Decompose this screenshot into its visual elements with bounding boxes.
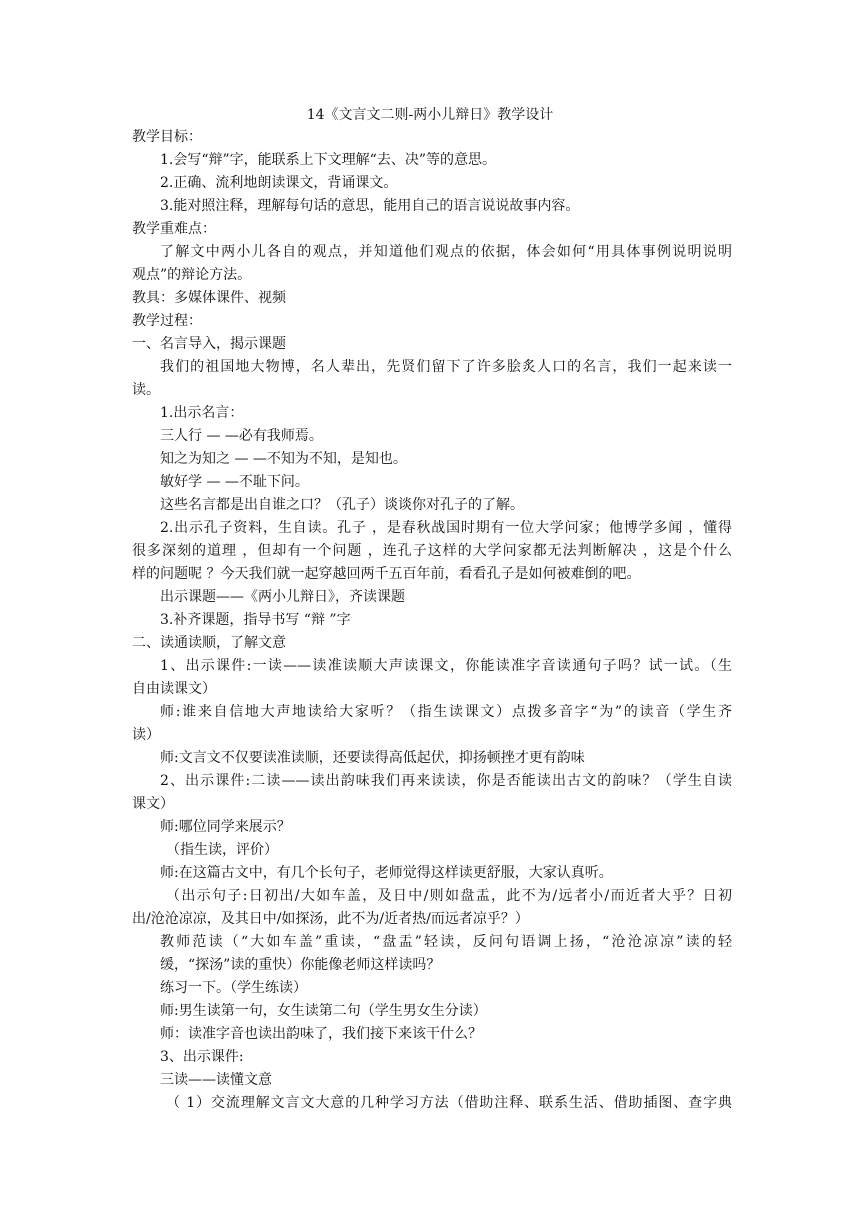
paragraph-line: 出示课题——《两小儿辩日》，齐读课题 (160, 589, 405, 605)
paragraph-line: 1.会写“辩”字，能联系上下文理解“去、决”等的意思。 (160, 152, 496, 168)
paragraph-line: 2.出示孔子资料，生自读。孔子 ，是春秋战国时期有一位大学问家；他博学多闻 ，懂得 (160, 520, 732, 536)
section-heading: 教学目标： (132, 129, 202, 145)
paragraph-line: 教师范读（“大如车盖”重读，“盘盂”轻读，反问句语调上扬，“沧沧凉凉”读的轻 (160, 934, 732, 950)
paragraph-line: 2.正确、流利地朗读课文，背诵课文。 (160, 175, 398, 191)
paragraph-line: 很多深刻的道理 ，但却有一个问题 ，连孔子这样的大学问家都无法判断解决 ，这是个什么 (132, 543, 732, 559)
paragraph-line: 了解文中两小儿各自的观点，并知道他们观点的依据，体会如何“用具体事例说明说明 (160, 244, 732, 260)
paragraph-line: 缓，“探汤”读的重快）你能像老师这样读吗？ (160, 957, 441, 973)
section-heading: 教学重难点： (132, 221, 216, 237)
paragraph-line: 我们的祖国地大物博，名人辈出，先贤们留下了许多脍炙人口的名言，我们一起来读一 (160, 359, 732, 375)
paragraph-line: 1、出示课件:一读——读准读顺大声读课文，你能读准字音读通句子吗？试一试。（生 (160, 658, 732, 674)
section-heading: 教学过程： (132, 313, 202, 329)
paragraph-line: 师:谁来自信地大声地读给大家听？（指生读课文）点拨多音字“为”的读音（学生齐 (160, 704, 732, 720)
paragraph-line: 1.出示名言： (160, 405, 244, 421)
paragraph-line: 师:哪位同学来展示？ (160, 819, 291, 835)
paragraph-line: 3.补齐课题，指导书写 “辩 ”字 (160, 612, 351, 628)
paragraph-line: 师:在这篇古文中，有几个长句子，老师觉得这样读更舒服，大家认真听。 (160, 865, 613, 881)
paragraph-line: 这些名言都是出自谁之口？（孔子）谈谈你对孔子的了解。 (160, 497, 524, 513)
section-heading: 一、名言导入，揭示课题 (132, 336, 286, 352)
quote-line: 三人行 — —必有我师焉。 (160, 428, 323, 444)
paragraph-line: 观点”的辩论方法。 (132, 267, 252, 283)
paragraph-line: 读。 (132, 382, 160, 398)
paragraph-line: 师：读准字音也读出韵味了，我们接下来该干什么？ (160, 1026, 482, 1042)
paragraph-line: 读） (132, 727, 160, 743)
paragraph-line: 三读——读懂文意 (160, 1072, 272, 1088)
paragraph-line: 师:文言文不仅要读准读顺，还要读得高低起伏，抑扬顿挫才更有韵味 (160, 750, 585, 766)
paragraph-line: 2、出示课件:二读——读出韵味我们再来读读，你是否能读出古文的韵味？（学生自读 (160, 773, 732, 789)
paragraph-line: 课文） (132, 796, 174, 812)
paragraph-line: （ 1）交流理解文言文大意的几种学习方法（借助注释、联系生活、借助插图、查字典 (166, 1095, 732, 1111)
paragraph-line: 3.能对照注释，理解每句话的意思，能用自己的语言说说故事内容。 (160, 198, 580, 214)
paragraph-line: 3、出示课件: (160, 1049, 244, 1065)
page-title: 14《文言文二则-两小儿辩日》教学设计 (306, 107, 554, 123)
paragraph-line: 练习一下。（学生练读） (160, 980, 307, 996)
paragraph-line: 自由读课文） (132, 681, 216, 697)
paragraph-line: 师:男生读第一句，女生读第二句（学生男女生分读） (160, 1003, 487, 1019)
quote-line: 知之为知之 — —不知为不知，是知也。 (160, 451, 407, 467)
paragraph-line: 出/沧沧凉凉，及其日中/如探汤，此不为/近者热/而远者凉乎？） (132, 911, 529, 927)
paragraph-line: （指生读，评价） (166, 842, 278, 858)
quote-line: 敏好学 — —不耻下问。 (160, 474, 309, 490)
paragraph-line: 样的问题呢 ？今天我们就一起穿越回两千五百年前，看看孔子是如何被难倒的吧。 (132, 566, 641, 582)
paragraph-line: （出示句子:日初出/大如车盖，及日中/则如盘盂，此不为/远者小/而近者大乎？日初 (166, 888, 732, 904)
section-heading: 二、读通读顺，了解文意 (132, 635, 286, 651)
section-heading: 教具：多媒体课件、视频 (132, 290, 286, 306)
